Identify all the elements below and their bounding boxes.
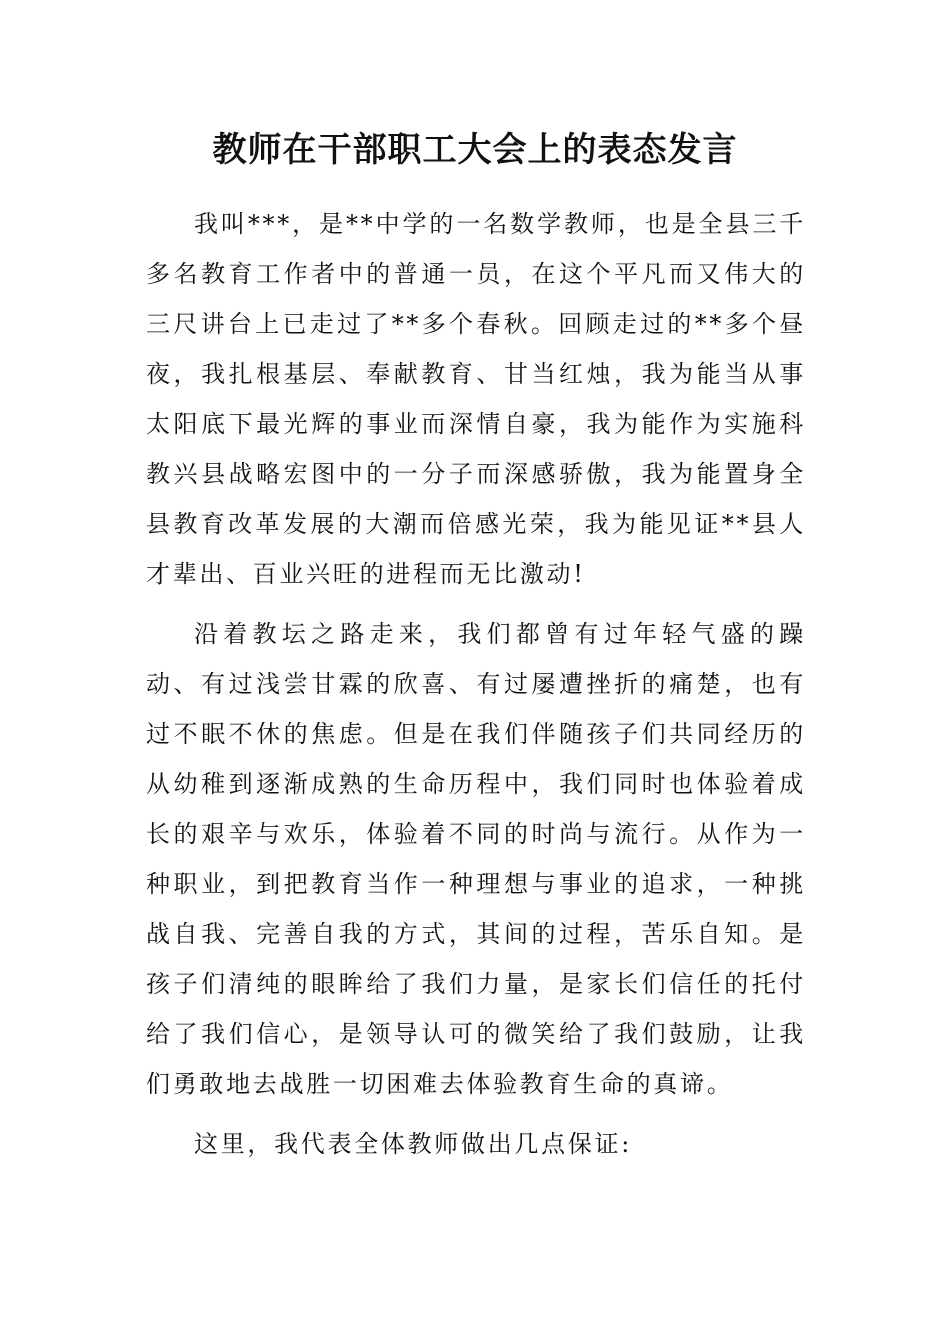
paragraph-3: 这里，我代表全体教师做出几点保证: [194, 1130, 632, 1158]
paragraph-1: 我叫***，是**中学的一名数学教师，也是全县三千多名教育工作者中的普通一员，在这个平凡而又伟大的三尺讲台上已走过了**多个春秋。回顾走过的**多个昼夜，我扎根基层、奉献教育、甘当红烛，我为能当从事太阳底下最光辉的事业而深情自豪，我为能作为实施科教兴县战略宏图中的一分子而深感骄傲，我为能置身全县教育改革发展的大潮而倍感光荣，我为能见证**县人才辈出、百业兴旺的进程而无比激动! [146, 210, 806, 588]
paragraph-2: 沿着教坛之路走来，我们都曾有过年轻气盛的躁动、有过浅尝甘霖的欣喜、有过屡遭挫折的痛楚，也有过不眠不休的焦虑。但是在我们伴随孩子们共同经历的从幼稚到逐渐成熟的生命历程中，我们同时也体验着成长的艰辛与欢乐，体验着不同的时尚与流行。从作为一种职业，到把教育当作一种理想与事业的追求，一种挑战自我、完善自我的方式，其间的过程，苦乐自知。是孩子们清纯的眼眸给了我们力量，是家长们信任的托付给了我们信心，是领导认可的微笑给了我们鼓励，让我们勇敢地去战胜一切困难去体验教育生命的真谛。 [146, 620, 806, 1098]
document-title: 教师在干部职工大会上的表态发言 [212, 130, 738, 170]
